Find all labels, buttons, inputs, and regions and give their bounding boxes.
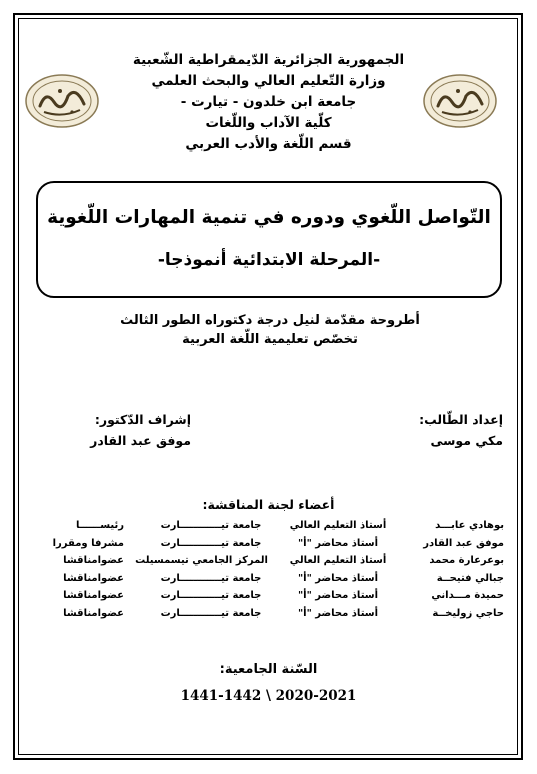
member-role: مشرفا ومقررا	[52, 537, 124, 549]
member-rank: أستاذ التعليم العالي	[289, 555, 387, 567]
member-role: عضوامناقشا	[63, 607, 124, 619]
student-name: مكي موسى	[430, 433, 503, 448]
department-name: قسم اللّغة والأدب العربي	[185, 136, 352, 152]
supervisor-name: موفق عبد القادر	[90, 433, 191, 448]
faculty-name: كلّية الآداب واللّغات	[205, 115, 332, 131]
student-label: إعداد الطّالب:	[419, 412, 503, 427]
member-university: المركز الجامعي تيسمسيلت	[135, 555, 268, 567]
member-role: عضوامناقشا	[63, 590, 124, 602]
member-role: رئيســــــا	[75, 520, 124, 531]
supervisor-label: إشراف الدّكتور:	[94, 412, 191, 427]
committee-title: أعضاء لجنة المناقشة:	[202, 497, 335, 512]
specialty-line: تخصّص تعليمية اللّغة العربية	[182, 332, 358, 347]
member-name: بوعرعارة محمد	[429, 555, 504, 567]
university-name: جامعة ابن خلدون - تيارت -	[180, 94, 357, 110]
member-university: جامعة تيــــــــــــارت	[160, 607, 262, 619]
university-logo-left	[24, 72, 100, 130]
member-name: موفق عبد القادر	[423, 537, 504, 549]
member-university: جامعة تيــــــــــــارت	[160, 572, 262, 584]
member-rank: أستاذ التعليم العالي	[289, 520, 387, 531]
committee-table	[34, 518, 504, 624]
committee-row	[34, 588, 504, 606]
committee-row	[34, 536, 504, 554]
member-university: جامعة تيــــــــــــارت	[160, 590, 262, 602]
member-name: حميدة مـــداني	[431, 590, 504, 602]
member-rank: أستاذ محاضر "أ"	[297, 590, 379, 602]
degree-line: أطروحة مقدّمة لنيل درجة دكتوراه الطور الثالث	[120, 313, 420, 328]
thesis-title: التّواصل اللّغوي ودوره في تنمية المهارات اللّغوية	[47, 207, 491, 228]
thesis-description	[70, 311, 470, 349]
institution-header	[130, 50, 407, 155]
member-university: جامعة تيــــــــــــارت	[160, 520, 262, 531]
academic-year-value: 1441-1442 \ 2020-2021	[180, 688, 357, 704]
republic-name: الجمهورية الجزائرية الدّيمقراطية الشّعبية	[132, 52, 405, 68]
committee-row	[34, 606, 504, 624]
member-rank: أستاذ محاضر "أ"	[297, 607, 379, 619]
committee-row	[34, 553, 504, 571]
member-name: بوهادي عابـــد	[435, 520, 504, 531]
ministry-name: وزارة التّعليم العالي والبحث العلمي	[151, 73, 386, 89]
member-role: عضوامناقشا	[63, 572, 124, 584]
member-rank: أستاذ محاضر "أ"	[297, 572, 379, 584]
supervisor-block	[90, 409, 191, 451]
member-name: حاجي زوليخــة	[432, 607, 504, 619]
thesis-subtitle: -المرحلة الابتدائية أنموذجا-	[157, 250, 381, 270]
academic-year-label: السّنة الجامعية:	[219, 662, 318, 677]
member-rank: أستاذ محاضر "أ"	[297, 537, 379, 549]
university-logo-right	[422, 72, 498, 130]
member-name: جبالي فتيحــة	[436, 572, 504, 584]
thesis-title-box	[36, 181, 502, 298]
member-role: عضوامناقشا	[63, 555, 124, 567]
member-university: جامعة تيــــــــــــارت	[160, 537, 262, 549]
student-block	[419, 409, 503, 451]
committee-row	[34, 518, 504, 536]
committee-row	[34, 571, 504, 589]
